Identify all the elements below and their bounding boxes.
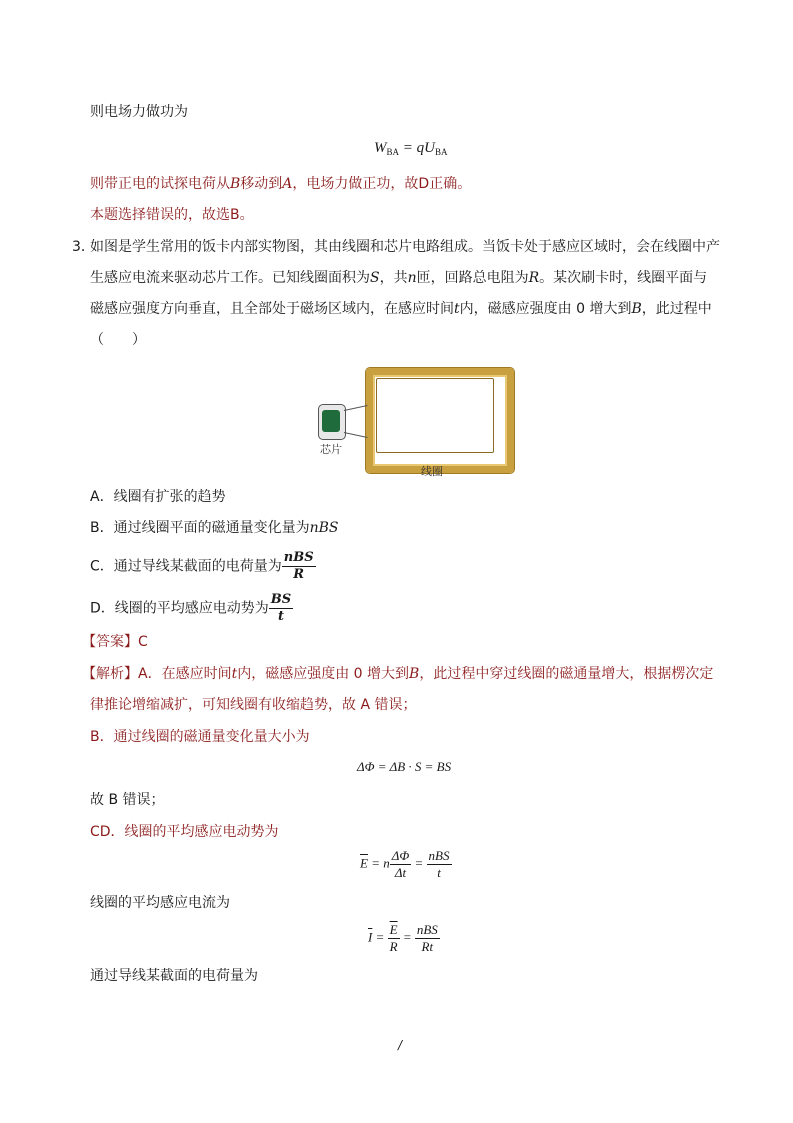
frac-num: nBS [283,550,314,565]
text-var-s: S [370,270,380,286]
question-line-3 [90,299,712,319]
option-c [90,550,316,583]
option-c-fraction [282,550,316,583]
formula-eq: = qU [399,140,435,156]
option-d [90,592,293,625]
text-choose-b: 本题选择错误的，故选B。 [90,207,254,223]
coil-label: 线圈 [421,465,443,478]
frac-den: t [277,609,284,624]
formula-i: $\overline{I}$ [368,929,373,945]
text-seg: ，此过程中穿过线圈的磁通量增大，根据楞次定 [419,666,714,682]
formula-u-sub: BA [434,147,448,157]
text-seg: 移动到 [240,176,283,192]
frac-num: nBS [416,922,438,937]
analysis-b-wrong: 故 B 错误； [90,792,165,808]
option-b-expr: nBS [309,520,339,536]
frac-den: Rt [421,939,434,954]
formula-e: $\overline{E}$ [360,855,368,871]
formula-eq: = [372,929,388,945]
text-var-n: n [407,270,417,286]
formula-frac [388,922,400,955]
text-work-done: 则电场力做功为 [90,104,188,120]
frac-num: $\overline{E}$ [389,922,398,937]
formula-frac [390,848,412,881]
formula-flux-change: ΔΦ = ΔB · S = BS [357,759,452,774]
formula-frac [415,922,440,955]
text-var-t: t [454,301,460,317]
text-var-b: B [409,666,420,682]
text-seg: ，电场力做正功，故D正确。 [292,176,472,192]
text-seg: 内，磁感应强度由 0 增大到 [459,301,632,317]
text-seg: A．在感应时间 [138,666,232,682]
question-number: 3． [72,239,95,255]
text-seg: ，此过程中 [641,301,712,317]
text-seg: ，共 [379,270,408,286]
frac-num: ΔΦ [391,848,410,863]
analysis-label: 【解析】 [82,666,138,682]
frac-den: R [293,567,305,582]
formula-current [368,922,440,955]
formula-eq: = n [367,855,390,871]
analysis-charge: 通过导线某截面的电荷量为 [90,968,258,984]
analysis-line-cd: CD．线圈的平均感应电动势为 [90,824,279,840]
frac-num: nBS [428,848,450,863]
text-seg: 。某次刷卡时，线圈平面与 [539,270,708,286]
frac-den: R [389,939,398,954]
frac-num: BS [270,592,292,607]
formula-w-sub: BA [386,147,400,157]
text-var-b: B [230,176,241,192]
option-b [90,518,339,538]
text-seg: 生感应电流来驱动芯片工作。已知线圈面积为 [90,270,370,286]
text-seg: 匝，回路总电阻为 [416,270,529,286]
question-line-2 [90,268,707,288]
answer-line [82,632,148,652]
analysis-current: 线圈的平均感应电流为 [90,895,230,911]
formula-emf [360,848,452,881]
coil-inner-graphic [376,378,494,453]
answer-value: C [138,634,148,650]
text-var-t: t [231,666,238,682]
analysis-line-2: 律推论增缩减扩，可知线圈有收缩趋势，故 A 错误； [90,697,417,713]
option-a: A．线圈有扩张的趋势 [90,489,226,505]
text-var-b: B [631,301,642,317]
formula-eq: = [411,855,427,871]
text-seg: 磁感应强度方向垂直，且全部处于磁场区域内，在感应时间 [90,301,454,317]
chip-core-graphic [322,410,340,432]
chip-lead [344,405,368,411]
text-seg: 内，磁感应强度由 0 增大到 [237,666,410,682]
formula-work [374,140,448,157]
answer-bracket: （ ） [90,332,146,348]
analysis-line-1 [82,664,713,684]
formula-frac [427,848,452,881]
text-positive-charge [90,174,471,194]
frac-den: t [437,865,441,880]
chip-label: 芯片 [320,443,342,456]
answer-label: 【答案】 [82,634,138,650]
question-line-1: 如图是学生常用的饭卡内部实物图，其由线圈和芯片电路组成。当饭卡处于感应区域时，会在线圈中产 [90,239,720,255]
formula-eq: = [399,929,415,945]
text-seg: C．通过导线某截面的电荷量为 [90,558,282,575]
page-number: / [398,1038,403,1052]
option-d-fraction [269,592,293,625]
text-seg: D．线圈的平均感应电动势为 [90,600,269,617]
analysis-line-b: B．通过线圈的磁通量变化量大小为 [90,729,310,745]
text-seg: B．通过线圈平面的磁通量变化量为 [90,520,310,536]
chip-lead [344,432,368,438]
text-var-r: R [528,270,540,286]
frac-den: Δt [394,865,407,880]
formula-w: W [374,140,387,156]
text-seg: 则带正电的试探电荷从 [90,176,230,192]
text-var-a: A [282,176,293,192]
